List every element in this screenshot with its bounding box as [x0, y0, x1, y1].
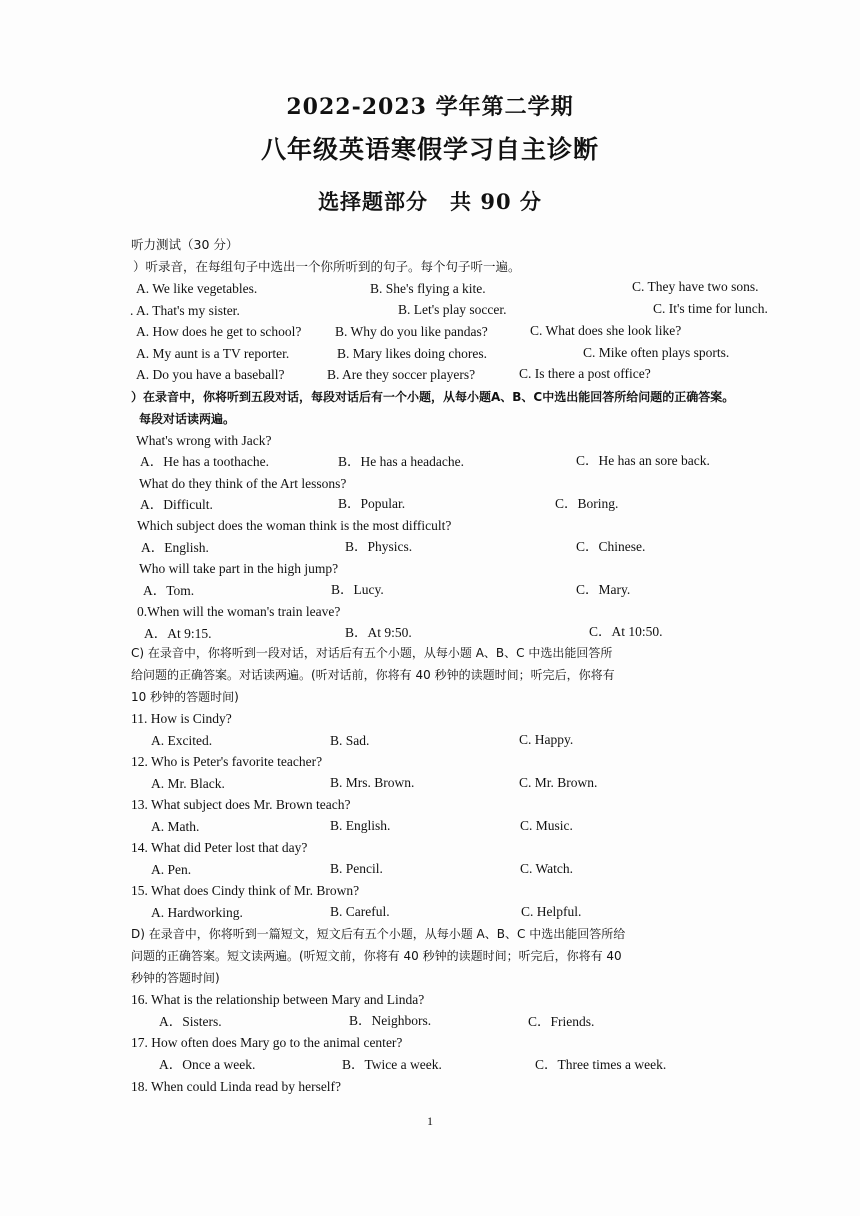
section-c-instruction-cont: 给问题的正确答案。对话读两遍。(听对话前，你将有 40 秒钟的读题时间；听完后，你将有 [131, 668, 615, 682]
option-a: A．English. [141, 540, 209, 555]
option-a: A. Pen. [151, 862, 192, 877]
section-d-instruction-cont: 秒钟的答题时间) [131, 971, 220, 985]
option-c: C. Mike often plays sports. [583, 345, 730, 360]
option-c: C. It's time for lunch. [653, 301, 768, 316]
option-b: B．At 9:50. [345, 625, 412, 640]
section-d-instruction-cont: 问题的正确答案。短文读两遍。(听短文前，你将有 40 秒钟的读题时间；听完后，你将有 40 [131, 949, 622, 963]
section-c-instruction: C) 在录音中，你将听到一段对话，对话后有五个小题，从每小题 A、B、C 中选出能回答所 [131, 646, 613, 660]
option-c: C. Helpful. [521, 904, 582, 919]
option-a: A. Math. [151, 819, 200, 834]
question: 15. What does Cindy think of Mr. Brown? [131, 883, 360, 898]
option-a: A. Excited. [151, 733, 213, 748]
question: 16. What is the relationship between Mary and Linda? [131, 992, 425, 1007]
option-c: C．Mary. [576, 582, 631, 597]
option-c: C. Is there a post office? [519, 366, 651, 381]
option-b: B．Neighbors. [349, 1013, 432, 1028]
option-b: B. Mary likes doing chores. [337, 346, 487, 361]
option-c: C. They have two sons. [632, 279, 759, 294]
section-b-instruction-cont: 每段对话读两遍。 [139, 412, 236, 426]
question: Who will take part in the high jump? [139, 561, 339, 576]
option-b: B. Let's play soccer. [398, 302, 507, 317]
question: What's wrong with Jack? [136, 433, 272, 448]
option-b: B．Lucy. [331, 582, 384, 597]
option-b: B. English. [330, 818, 391, 833]
option-a: A. How does he get to school? [136, 324, 302, 339]
option-b: B. Mrs. Brown. [330, 775, 415, 790]
option-a: A．Difficult. [140, 497, 213, 512]
option-c: C. Happy. [519, 732, 574, 747]
option-c: C. Watch. [520, 861, 574, 876]
section-b-instruction: ）在录音中，你将听到五段对话，每段对话后有一个小题，从每小题A、B、C中选出能回答所给问题的正确答案。 [131, 390, 735, 404]
option-c: C．At 10:50. [589, 624, 663, 639]
question: 13. What subject does Mr. Brown teach? [131, 797, 351, 812]
option-a: A. My aunt is a TV reporter. [136, 346, 290, 361]
option-b: B. Pencil. [330, 861, 383, 876]
page-number: 1 [427, 1114, 433, 1128]
listening-heading: 听力测试（30 分） [131, 237, 239, 252]
part-title: 选择题部分 共 90 分 [318, 189, 542, 214]
question: 14. What did Peter lost that day? [131, 840, 308, 855]
section-c-instruction-cont: 10 秒钟的答题时间) [131, 690, 239, 704]
option-a: . A. That's my sister. [130, 303, 240, 318]
option-c: C．Boring. [555, 496, 619, 511]
option-b: B．Twice a week. [342, 1057, 442, 1072]
option-b: B．He has a headache. [338, 454, 464, 469]
option-b: B. Careful. [330, 904, 390, 919]
option-a: A．Sisters. [159, 1014, 222, 1029]
option-c: C．Chinese. [576, 539, 646, 554]
year-term-title: 2022-2023 学年第二学期 [286, 94, 574, 120]
question: 0.When will the woman's train leave? [137, 604, 341, 619]
option-a: A. Do you have a baseball? [136, 367, 285, 382]
option-c: C．Three times a week. [535, 1057, 667, 1072]
option-a: A. Mr. Black. [151, 776, 225, 791]
question: 12. Who is Peter's favorite teacher? [131, 754, 323, 769]
section-a-instruction: ）听录音，在每组句子中选出一个你所听到的句子。每个句子听一遍。 [133, 259, 521, 274]
option-c: C. Mr. Brown. [519, 775, 598, 790]
option-a: A．Tom. [143, 583, 195, 598]
option-b: B. She's flying a kite. [370, 281, 486, 296]
option-b: B. Sad. [330, 733, 370, 748]
option-c: C. What does she look like? [530, 323, 682, 338]
option-c: C．He has an sore back. [576, 453, 710, 468]
option-a: A. Hardworking. [151, 905, 243, 920]
option-b: B．Physics. [345, 539, 413, 554]
option-a: A．He has a toothache. [140, 454, 269, 469]
question: 18. When could Linda read by herself? [131, 1079, 342, 1094]
question: What do they think of the Art lessons? [139, 476, 347, 491]
option-c: C. Music. [520, 818, 573, 833]
option-b: B．Popular. [338, 496, 406, 511]
option-a: A．Once a week. [159, 1057, 256, 1072]
question: 17. How often does Mary go to the animal center? [131, 1035, 403, 1050]
question: 11. How is Cindy? [131, 711, 232, 726]
option-a: A. We like vegetables. [136, 281, 258, 296]
option-b: B. Are they soccer players? [327, 367, 476, 382]
option-a: A．At 9:15. [144, 626, 212, 641]
exam-title: 八年级英语寒假学习自主诊断 [260, 135, 599, 164]
option-c: C．Friends. [528, 1014, 595, 1029]
question: Which subject does the woman think is the most difficult? [137, 518, 452, 533]
section-d-instruction: D) 在录音中，你将听到一篇短文，短文后有五个小题，从每小题 A、B、C 中选出能回答所给 [131, 927, 626, 941]
option-b: B. Why do you like pandas? [335, 324, 488, 339]
